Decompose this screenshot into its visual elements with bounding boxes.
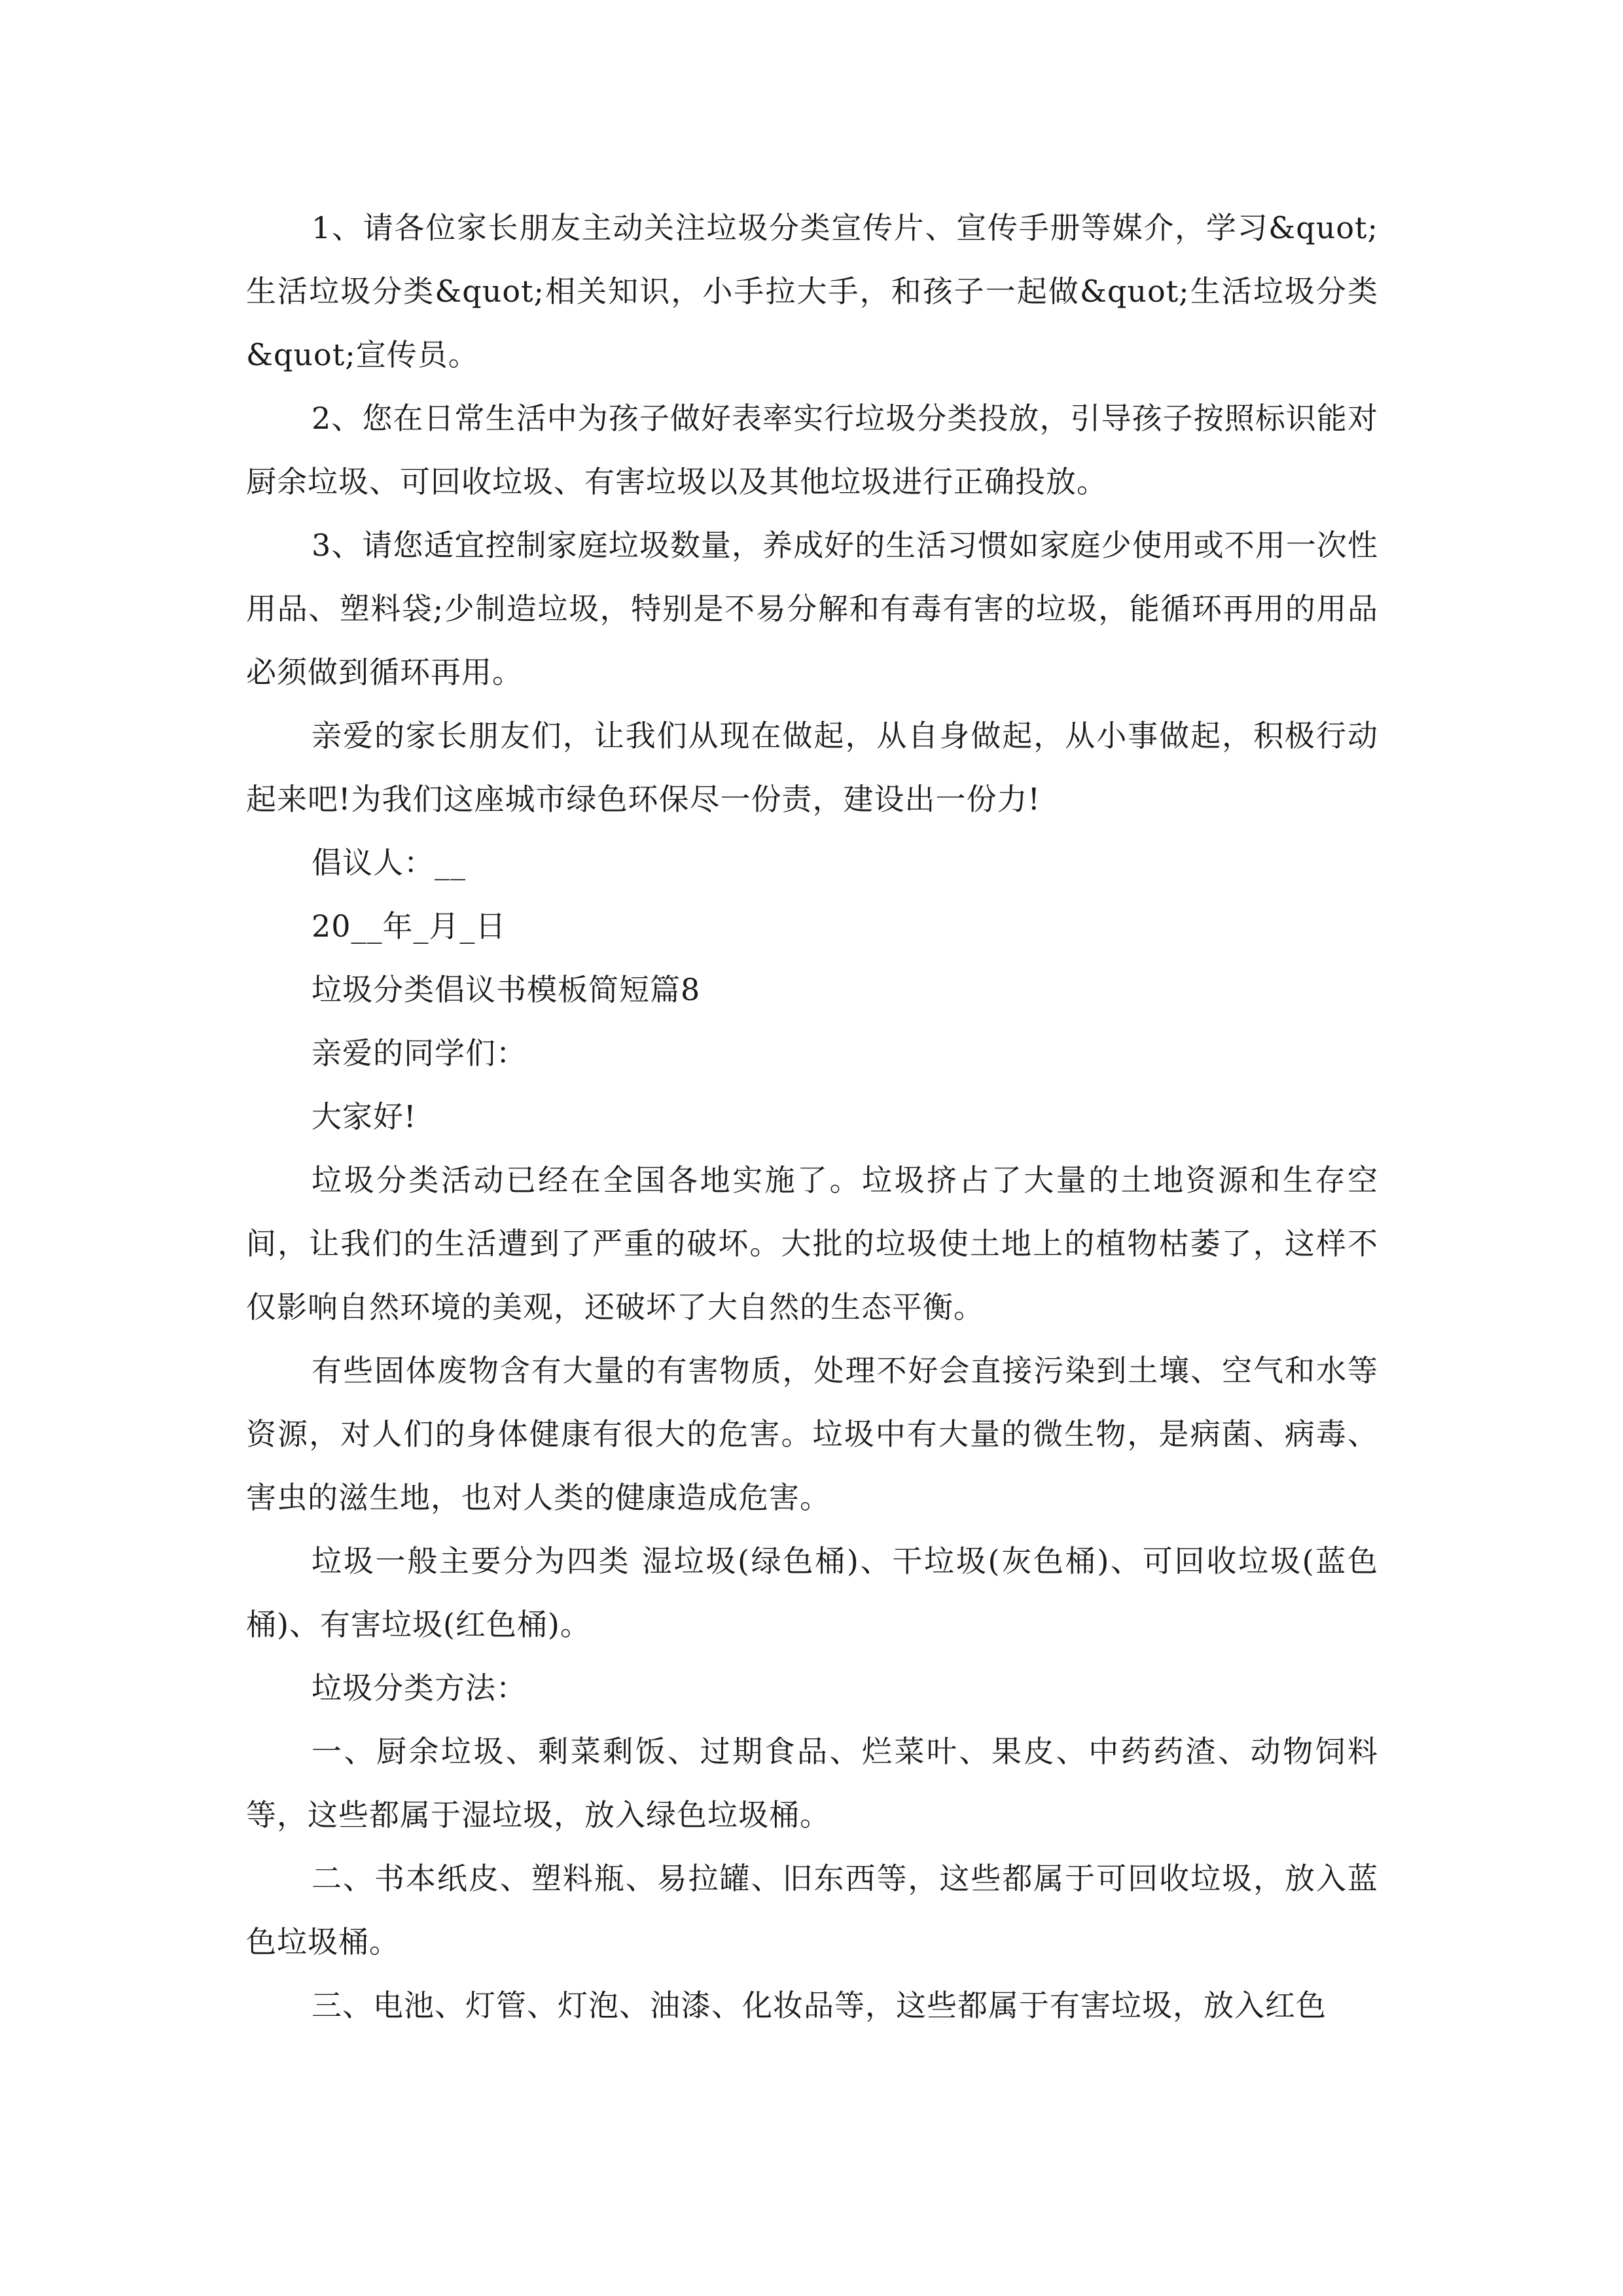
salutation: 亲爱的同学们： — [312, 1035, 527, 1071]
greeting: 大家好! — [312, 1099, 417, 1134]
body-paragraph-intro: 垃圾分类活动已经在全国各地实施了。垃圾挤占了大量的土地资源和生存空间，让我们的生活遭到了严重的破坏。大批的垃圾使土地上的植物枯萎了，这样不仅影响自然环境的美观，还破坏了大自然的生态平衡。 — [246, 1162, 1378, 1325]
method-item-2: 二、书本纸皮、塑料瓶、易拉罐、旧东西等，这些都属于可回收垃圾，放入蓝色垃圾桶。 — [246, 1861, 1378, 1960]
proposer-signature: 倡议人：__ — [312, 845, 466, 880]
body-paragraph-harm: 有些固体废物含有大量的有害物质，处理不好会直接污染到土壤、空气和水等资源，对人们的身体健康有很大的危害。垃圾中有大量的微生物，是病菌、病毒、害虫的滋生地，也对人类的健康造成危害。 — [246, 1353, 1378, 1515]
paragraph-item-1: 1、请各位家长朋友主动关注垃圾分类宣传片、宣传手册等媒介，学习&quot;生活垃圾分类&quot;相关知识，小手拉大手，和孩子一起做&quot;生活垃圾分类&quot;宣传员。 — [246, 210, 1378, 372]
method-item-1: 一、厨余垃圾、剩菜剩饭、过期食品、烂菜叶、果皮、中药药渣、动物饲料等，这些都属于湿垃圾，放入绿色垃圾桶。 — [246, 1734, 1378, 1833]
body-paragraph-categories: 垃圾一般主要分为四类 湿垃圾(绿色桶)、干垃圾(灰色桶)、可回收垃圾(蓝色桶)、有害垃圾(红色桶)。 — [246, 1543, 1378, 1642]
closing-appeal: 亲爱的家长朋友们，让我们从现在做起，从自身做起，从小事做起，积极行动起来吧!为我们这座城市绿色环保尽一份责，建设出一份力! — [246, 718, 1378, 817]
method-heading: 垃圾分类方法： — [312, 1670, 527, 1706]
document-page — [246, 196, 1378, 2037]
date-line: 20__年_月_日 — [312, 908, 507, 944]
paragraph-item-3: 3、请您适宜控制家庭垃圾数量，养成好的生活习惯如家庭少使用或不用一次性用品、塑料袋;少制造垃圾，特别是不易分解和有毒有害的垃圾，能循环再用的用品必须做到循环再用。 — [246, 528, 1378, 690]
section-title: 垃圾分类倡议书模板简短篇8 — [312, 972, 701, 1007]
method-item-3: 三、电池、灯管、灯泡、油漆、化妆品等，这些都属于有害垃圾，放入红色 — [312, 1988, 1327, 2023]
paragraph-item-2: 2、您在日常生活中为孩子做好表率实行垃圾分类投放，引导孩子按照标识能对厨余垃圾、可回收垃圾、有害垃圾以及其他垃圾进行正确投放。 — [246, 401, 1378, 499]
